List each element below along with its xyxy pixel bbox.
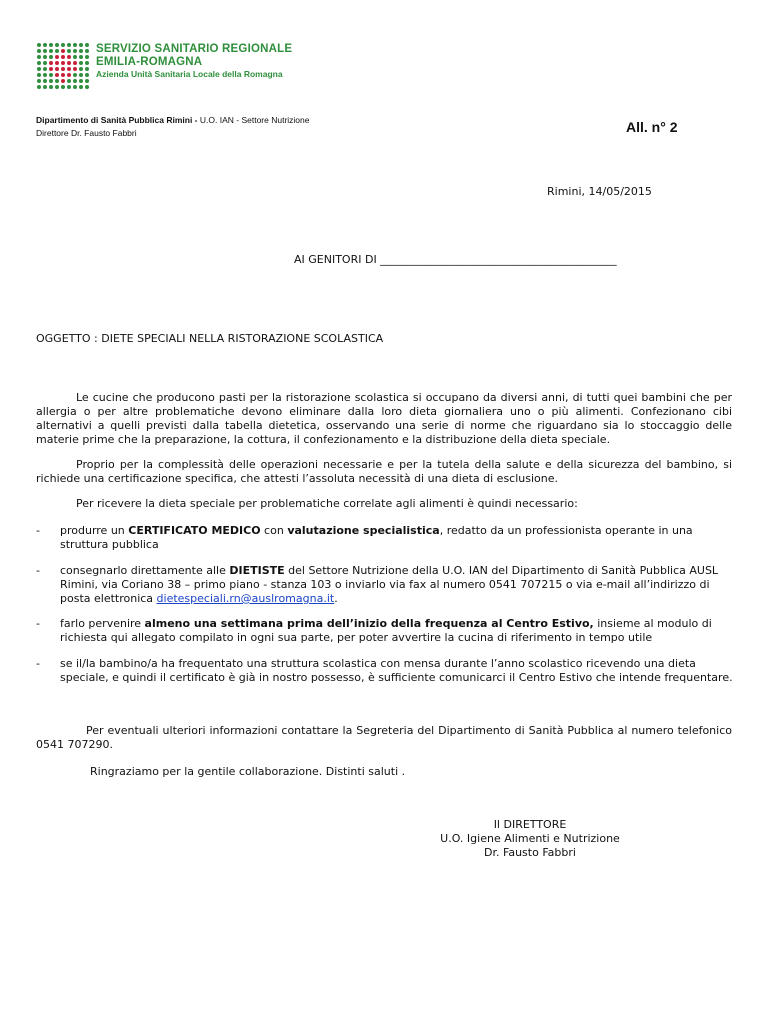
- bullet-dash: -: [36, 617, 40, 630]
- signature-unit: U.O. Igiene Alimenti e Nutrizione: [440, 832, 620, 845]
- letter-date: Rimini, 14/05/2015: [547, 185, 652, 198]
- list-item: [36, 617, 734, 645]
- logo-line2: EMILIA-ROMAGNA: [96, 56, 203, 68]
- department-name: Dipartimento di Sanità Pubblica Rimini -: [36, 115, 198, 125]
- body-paragraph-1: Le cucine che producono pasti per la ristorazione scolastica si occupano da diversi anni, di tutti quei bambini che per allergia o per altre problematiche devono eliminare dalla loro dieta giornaliera uno o più alimenti. Confezionano cibi alternativi a quelli previsti dalla tabella dietetica, osservando una serie di norme che riguardano sia lo stoccaggio delle materie prime che la preparazione, la cottura, il confezionamento e la distribuzione della dieta speciale.: [36, 391, 732, 446]
- list-item-text: farlo pervenire: [60, 617, 145, 630]
- list-item-bold: valutazione specialistica: [287, 524, 440, 537]
- department-unit: U.O. IAN - Settore Nutrizione: [197, 115, 310, 125]
- list-item-text: produrre un: [60, 524, 129, 537]
- list-item-text: .: [334, 592, 338, 605]
- email-link[interactable]: dietespeciali.rn@auslromagna.it: [156, 592, 335, 605]
- closing-line: Ringraziamo per la gentile collaborazione. Distinti saluti .: [90, 765, 406, 778]
- list-item-text: insieme al modulo di richiesta qui allegato compilato in ogni sua parte, per poter avvertire la cucina di riferimento in tempo utile: [60, 617, 712, 644]
- signature-title: Il DIRETTORE: [493, 818, 567, 831]
- logo-dots-icon: [36, 42, 90, 90]
- list-item-text: con: [260, 524, 288, 537]
- recipient-line: AI GENITORI DI ___________________________________________: [294, 253, 617, 266]
- department-header: [36, 114, 309, 140]
- list-item-bold: almeno una settimana prima dell’inizio della frequenza al Centro Estivo,: [144, 617, 594, 630]
- logo-line3: Azienda Unità Sanitaria Locale della Romagna: [96, 69, 283, 79]
- body-paragraph-2: Proprio per la complessità delle operazioni necessarie e per la tutela della salute e della sicurezza del bambino, si richiede una certificazione specifica, che attesti l’assoluta necessità di una dieta di esclusione.: [36, 458, 732, 485]
- signature-block: [420, 818, 640, 860]
- list-item: [36, 524, 734, 552]
- bullet-dash: -: [36, 657, 40, 670]
- list-item: [36, 564, 734, 606]
- bullet-dash: -: [36, 564, 40, 577]
- subject-line: OGGETTO : DIETE SPECIALI NELLA RISTORAZIONE SCOLASTICA: [36, 332, 384, 345]
- ssr-logo: [36, 42, 296, 92]
- attachment-label: All. n° 2: [626, 119, 678, 135]
- signature-name: Dr. Fausto Fabbri: [484, 846, 576, 859]
- list-item-bold: DIETISTE: [229, 564, 285, 577]
- department-director: Direttore Dr. Fausto Fabbri: [36, 128, 137, 138]
- logo-line1: SERVIZIO SANITARIO REGIONALE: [96, 43, 293, 55]
- list-item-text: consegnarlo direttamente alle: [60, 564, 230, 577]
- list-item-text: del Settore Nutrizione della U.O. IAN del Dipartimento di Sanità Pubblica AUSL Rimini, via Coriano 38 – primo piano - stanza 103 o inviarlo via fax al numero 0541 707215 o via e-mail all’indirizzo di posta elettronica: [60, 564, 719, 605]
- list-item: [36, 657, 734, 685]
- list-item-text: se il/la bambino/a ha frequentato una struttura scolastica con mensa durante l’anno scolastico ricevendo una dieta speciale, e quindi il certificato è già in nostro possesso, è sufficiente comunicarci il Centro Estivo che intende frequentare.: [60, 657, 733, 684]
- list-item-bold: CERTIFICATO MEDICO: [128, 524, 261, 537]
- list-item-text: , redatto da un professionista operante in una struttura pubblica: [60, 524, 693, 551]
- body-paragraph-3: Per ricevere la dieta speciale per problematiche correlate agli alimenti è quindi necessario:: [76, 497, 578, 510]
- body-paragraph-4: Per eventuali ulteriori informazioni contattare la Segreteria del Dipartimento di Sanità Pubblica al numero telefonico 0541 707290.: [36, 724, 732, 751]
- bullet-dash: -: [36, 524, 40, 537]
